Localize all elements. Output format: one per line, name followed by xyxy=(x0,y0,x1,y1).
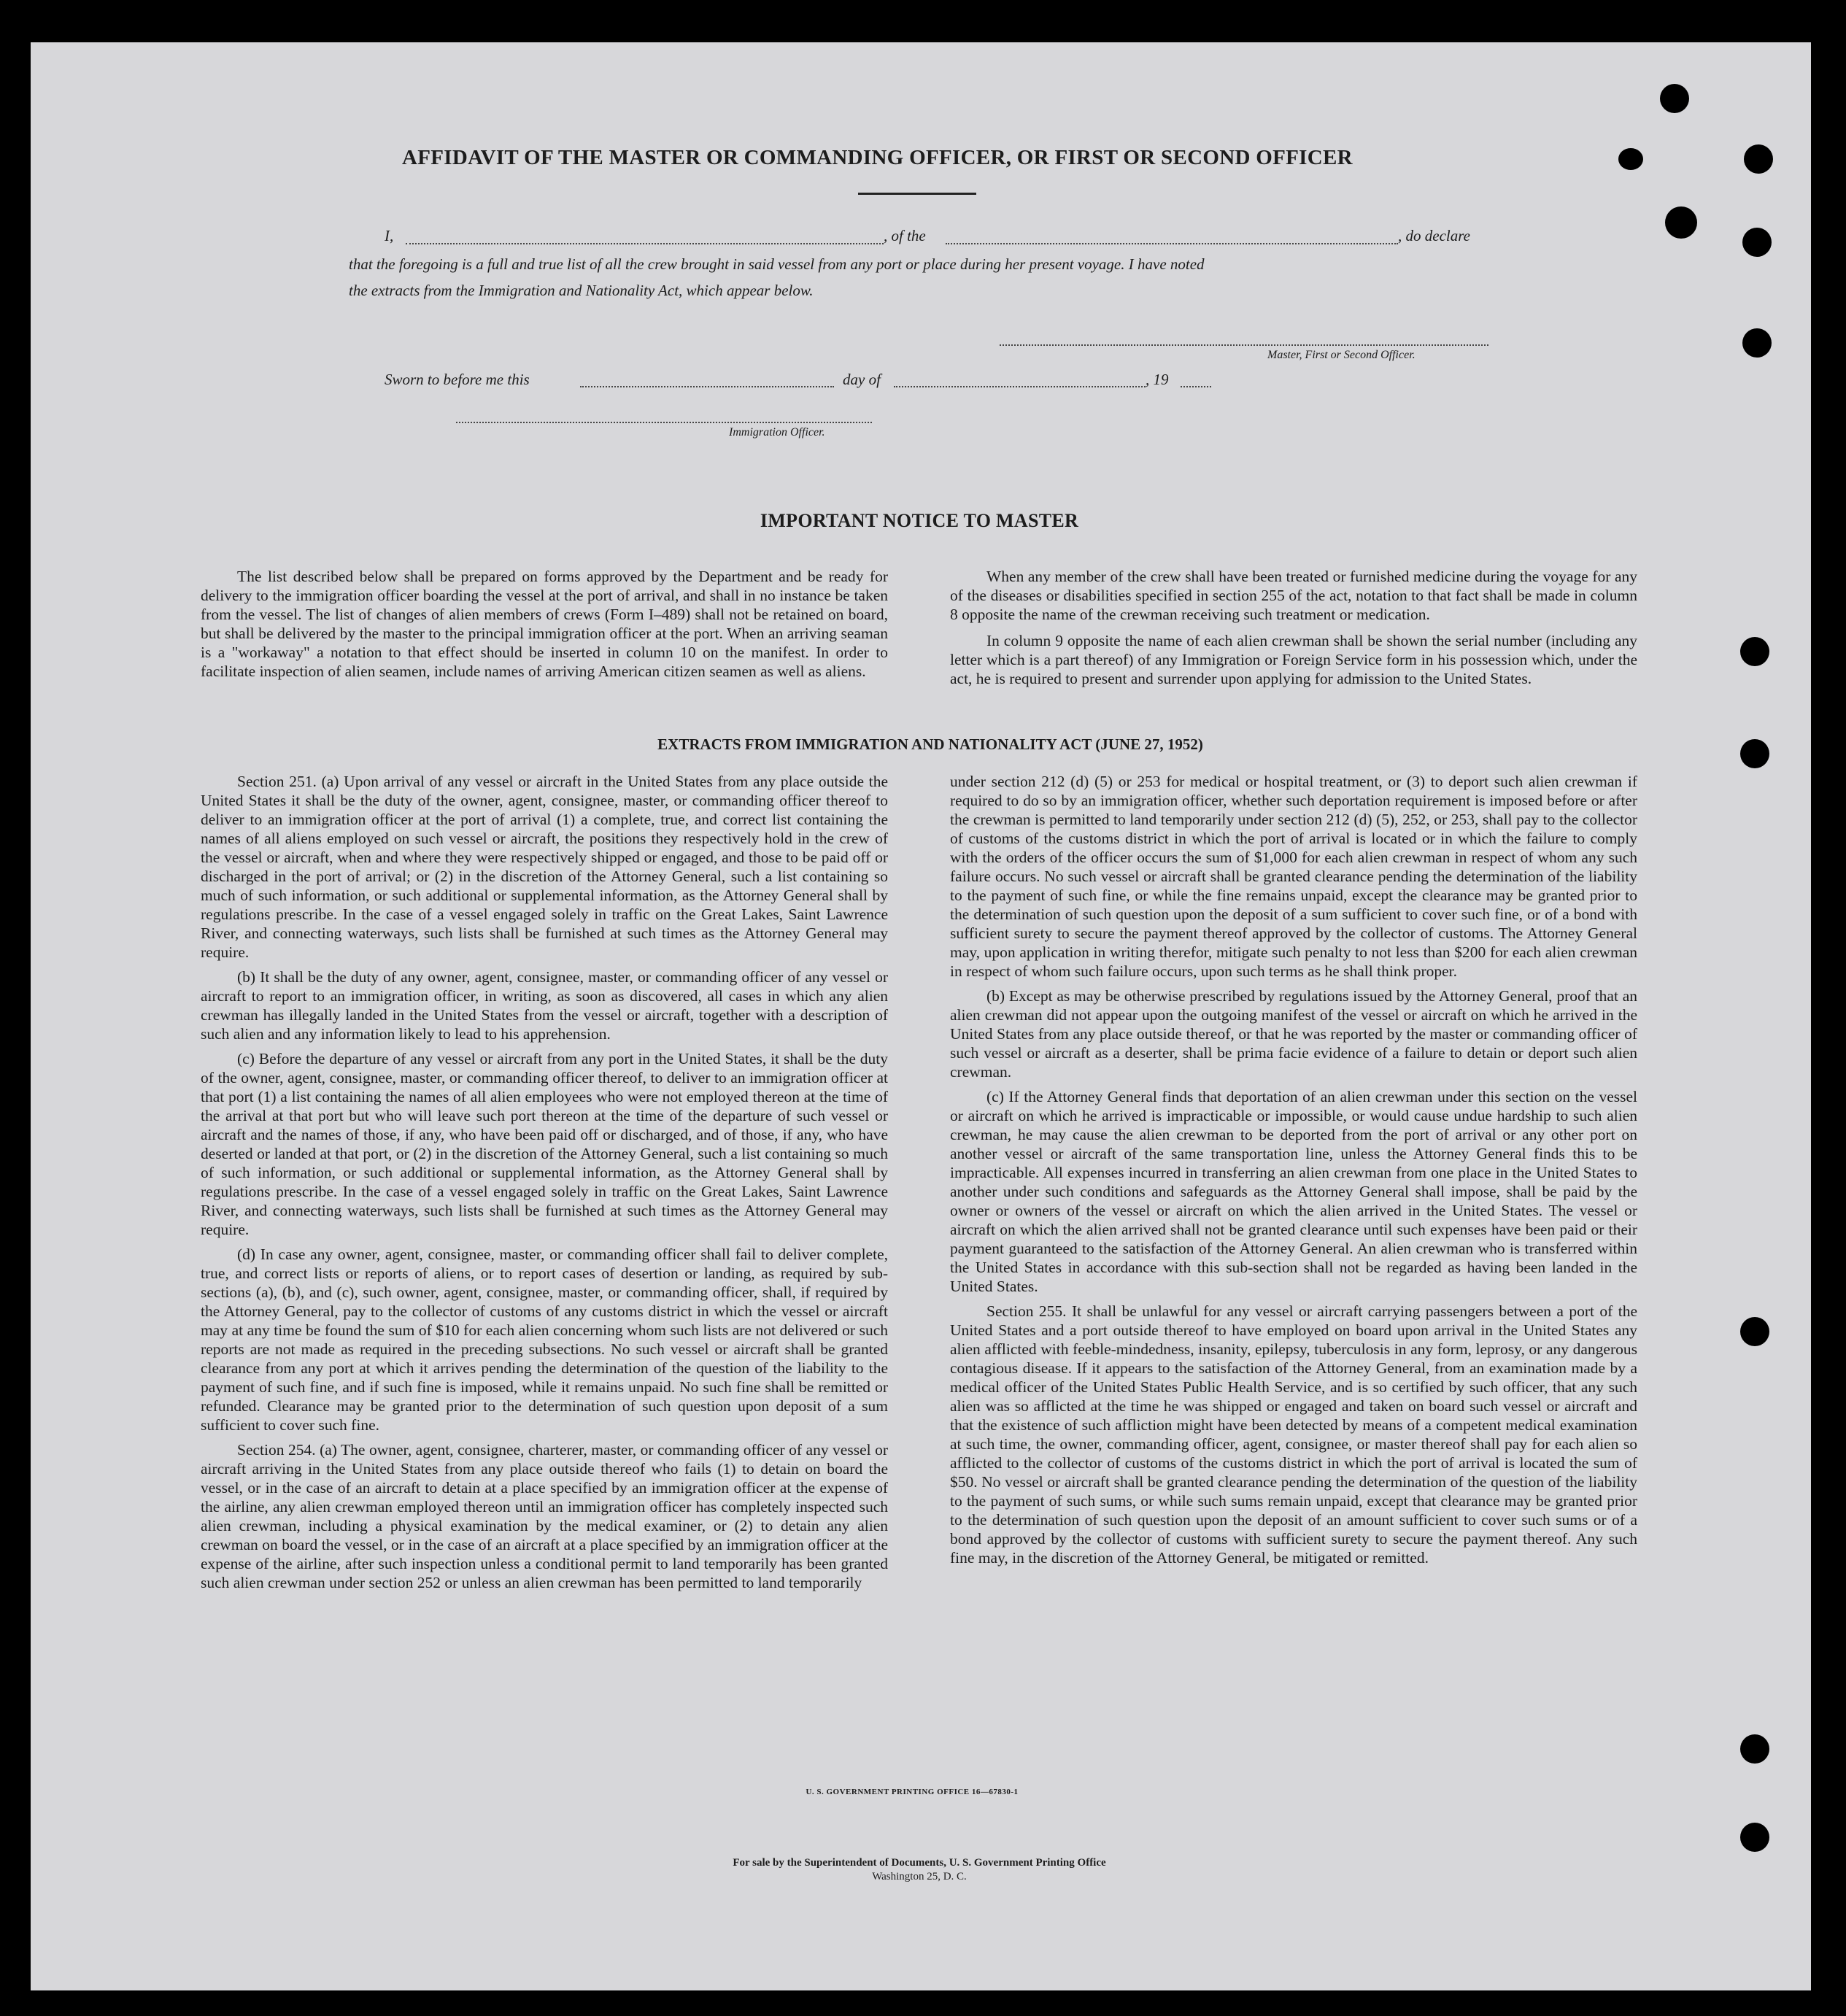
punch-hole xyxy=(1618,148,1643,170)
notice-title: IMPORTANT NOTICE TO MASTER xyxy=(760,510,1079,531)
section-254-a: Section 254. (a) The owner, agent, consignee, charterer, master, or commanding officer of any vessel or aircraft arriving in the United States from any place outside thereof who fails (1) to detain on board the vessel, or in the case of an aircraft to detain at a place specified by an immigration officer at the expense of the airline, any alien crewman employed thereon until an immigration officer has completely inspected such alien crewman, including a physical examination by the medical examiner, or (2) to detain any alien crewman on board the vessel, or in the case of an aircraft at a place specified by an immigration officer at the expense of the airline, after such inspection unless a conditional permit to land temporarily has been granted such alien crewman under section 252 or unless an alien crewman has been permitted to land temporarily xyxy=(201,1441,888,1591)
sworn-day: day of xyxy=(843,371,881,388)
declaration-line-3: the extracts from the Immigration and Nationality Act, which appear below. xyxy=(349,282,814,299)
notice-left-column xyxy=(201,567,888,681)
notice-right-paragraph-1: When any member of the crew shall have been treated or furnished medicine during the voyage for any of the diseases or disabilities specified in section 255 of the act, notation to that fact shall be made in column 8 opposite the name of the crewman receiving such treatment or medication. xyxy=(950,568,1637,623)
section-251-c: (c) Before the departure of any vessel or aircraft from any port in the United States, it shall be the duty of the owner, agent, consignee, master, or commanding officer thereof, to deliver to an immigration officer at that port (1) a list containing the names of all alien employees who were not employed thereon at the time of the arrival at that port but who will leave such port thereon at the time of the departure of such vessel or aircraft and the names of those, if any, who have been paid off or discharged, and of those, if any, who have deserted or landed at that port, or (2) in the discretion of the Attorney General, such a list containing so much of such information, or such additional or supplemental information, as the Attorney General shall by regulations prescribe. In the case of a vessel engaged solely in traffic on the Great Lakes, Saint Lawrence River, and connecting waterways, such lists shall be furnished at such times as the Attorney General may require. xyxy=(201,1050,888,1238)
extracts-title: EXTRACTS FROM IMMIGRATION AND NATIONALITY ACT (JUNE 27, 1952) xyxy=(657,735,1203,753)
punch-hole xyxy=(1665,206,1697,239)
section-254-c: (c) If the Attorney General finds that deportation of an alien crewman under this section on the vessel or aircraft on which he arrived is impracticable or impossible, or would cause undue hardship to such alien crewman, he may cause the alien crewman to be deported from the port of arrival or any other port on another vessel or aircraft of the same transportation line, unless the Attorney General finds this to be impracticable. All expenses incurred in transferring an alien crewman from one place in the United States to another under such conditions and safeguards as the Attorney General shall impose, shall be paid by the owner or owners of the vessel or aircraft on which the alien arrived in the United States. The vessel or aircraft on which the alien arrived shall not be granted clearance until such expenses have been paid or their payment guaranteed to the satisfaction of the Attorney General. An alien crewman who is transferred within the United States in accordance with this sub-section shall not be regarded as having been landed in the United States. xyxy=(950,1088,1637,1295)
sworn-date-field[interactable] xyxy=(580,386,834,387)
sale-line-2: Washington 25, D. C. xyxy=(872,1871,967,1882)
sworn-label: Sworn to before me this xyxy=(385,371,530,388)
section-254-b: (b) Except as may be otherwise prescribed by regulations issued by the Attorney General, proof that an alien crewman did not appear upon the outgoing manifest of the vessel or aircraft on which he arrived in the United States from any place outside thereof, or that he was reported by the master or commanding officer of such vessel or aircraft as a deserter, shall be prima facie evidence of a failure to detain or deport such alien crewman. xyxy=(950,987,1637,1081)
declaration-do-declare: , do declare xyxy=(1398,227,1470,244)
punch-hole xyxy=(1742,328,1772,358)
sworn-year: , 19 xyxy=(1146,371,1169,388)
sworn-month-field[interactable] xyxy=(894,386,1146,387)
section-255: Section 255. It shall be unlawful for any vessel or aircraft carrying passengers between a port of the United States and a port outside thereof to have employed on board upon arrival in the United States any alien afflicted with feeble-mindedness, insanity, epilepsy, tuberculosis in any form, leprosy, or any dangerous contagious disease. If it appears to the satisfaction of the Attorney General, from an examination made by a medical officer of the United States Public Health Service, and is so certified by such officer, that any such alien was so afflicted at the time he was shipped or engaged and taken on board such vessel or aircraft and that the existence of such affliction might have been detected by means of a competent medical examination at such time, the owner, commanding officer, agent, consignee, or master thereof shall pay for each alien so afflicted to the collector of customs of the customs district in which the port of arrival is located the sum of $50. No vessel or aircraft shall be granted clearance pending the determination of the question of the liability to the payment of such sums, or while such sums remain unpaid, except that clearance may be granted prior to the determination of such question upon the deposit of an amount sufficient to cover such sums or of a bond approved by the collector of customs with sufficient surety to secure the payment thereof. Any such fine may, in the discretion of the Attorney General, be mitigated or remitted. xyxy=(950,1302,1637,1567)
notice-right-paragraph-2: In column 9 opposite the name of each alien crewman shall be shown the serial number (including any letter which is a part thereof) of any Immigration or Foreign Service form in his possession which, under the act, he is required to present and surrender upon applying for admission to the United States. xyxy=(950,632,1637,687)
extracts-left-column xyxy=(201,772,888,1592)
printing-office-line: U. S. GOVERNMENT PRINTING OFFICE 16—67830-1 xyxy=(806,1788,1019,1796)
notice-left-paragraph: The list described below shall be prepared on forms approved by the Department and be ready for delivery to the immigration officer boarding the vessel at the port of arrival, and shall in no instance be taken from the vessel. The list of changes of alien members of crews (Form I–489) shall not be retained on board, but shall be delivered by the master to the principal immigration officer at the port. When an arriving seaman is a "workaway" a notation to that effect should be inserted in column 10 on the manifest. In order to facilitate inspection of alien seamen, include names of arriving American citizen seamen as well as aliens. xyxy=(201,568,888,680)
punch-hole xyxy=(1744,144,1773,174)
sale-line-1: For sale by the Superintendent of Documents, U. S. Government Printing Office xyxy=(733,1857,1106,1869)
punch-hole xyxy=(1740,739,1769,768)
punch-hole xyxy=(1740,637,1769,666)
declaration-i: I, xyxy=(385,227,394,244)
extracts-right-column xyxy=(950,772,1637,1567)
name-field[interactable] xyxy=(406,243,884,244)
immigration-officer-signature-field[interactable] xyxy=(456,422,872,423)
master-signature-caption: Master, First or Second Officer. xyxy=(1267,349,1416,361)
notice-right-column xyxy=(950,567,1637,688)
punch-hole xyxy=(1740,1734,1769,1764)
declaration-of-the: , of the xyxy=(884,227,926,244)
punch-hole xyxy=(1742,228,1772,257)
affidavit-title: AFFIDAVIT OF THE MASTER OR COMMANDING OFFICER, OR FIRST OR SECOND OFFICER xyxy=(402,146,1353,169)
punch-hole xyxy=(1740,1317,1769,1346)
immigration-officer-caption: Immigration Officer. xyxy=(729,426,825,439)
vessel-field[interactable] xyxy=(946,243,1398,244)
punch-hole xyxy=(1740,1823,1769,1852)
punch-hole xyxy=(1660,84,1689,113)
title-rule xyxy=(858,193,976,195)
master-signature-field[interactable] xyxy=(1000,344,1488,346)
section-254-a-continued: under section 212 (d) (5) or 253 for medical or hospital treatment, or (3) to deport such alien crewman if required to do so by an immigration officer, whether such deportation requirement is imposed before or after the crewman is permitted to land temporarily under section 212 (d) (5), 252, or 253, shall pay to the collector of customs of the customs district in which the port of arrival is located or in which the failure to comply with the orders of the officer occurs the sum of $1,000 for each alien crewman in respect of whom any such failure occurs. No such vessel or aircraft shall be granted clearance pending the determination of the liability to the payment of such fine, or while the fine remains unpaid, except the clearance may be granted prior to the determination of such question upon the deposit of a sum sufficient to cover such fine, or of a bond with sufficient surety to secure the payment thereof approved by the collector of customs. The Attorney General may, upon application in writing therefor, mitigate such penalty to not less than $200 for each alien crewman in respect of whom such failure occurs, upon such terms as he shall think proper. xyxy=(950,773,1637,980)
section-251-a: Section 251. (a) Upon arrival of any vessel or aircraft in the United States from any place outside the United States it shall be the duty of the owner, agent, consignee, master, or commanding officer thereof to deliver to an immigration officer at the port of arrival (1) a complete, true, and correct list containing the names of all aliens employed on such vessel or aircraft, the positions they respectively hold in the crew of the vessel or aircraft, when and where they were respectively shipped or engaged, and those to be paid off or discharged in the port of arrival; or (2) in the discretion of the Attorney General, such a list containing so much of such information, or such additional or supplemental information, as the Attorney General shall by regulations prescribe. In the case of a vessel engaged solely in traffic on the Great Lakes, Saint Lawrence River, and connecting waterways, such lists shall be furnished at such times as the Attorney General may require. xyxy=(201,773,888,961)
sworn-year-field[interactable] xyxy=(1181,386,1211,387)
section-251-d: (d) In case any owner, agent, consignee, master, or commanding officer shall fail to deliver complete, true, and correct lists or reports of aliens, or to report cases of desertion or landing, as required by sub-sections (a), (b), and (c), such owner, agent, consignee, master, or commanding officer, shall, if required by the Attorney General, pay to the collector of customs of any customs district in which the vessel or aircraft may at any time be found the sum of $10 for each alien concerning whom such lists are not delivered or such reports are not made as required in the preceding subsections. No such vessel or aircraft shall be granted clearance from any port at which it arrives pending the determination of the question of the liability to the payment of such fine, and if such fine is imposed, while it remains unpaid. No such fine shall be remitted or refunded. Clearance may be granted prior to the determination of such question upon deposit of a sum sufficient to cover such fine. xyxy=(201,1245,888,1434)
declaration-line-2: that the foregoing is a full and true list of all the crew brought in said vessel from any port or place during her present voyage. I have noted xyxy=(349,255,1205,273)
section-251-b: (b) It shall be the duty of any owner, agent, consignee, master, or commanding officer of any vessel or aircraft to report to an immigration officer, in writing, as soon as discovered, all cases in which any alien crewman has illegally landed in the United States from the vessel or aircraft, together with a description of such alien and any information likely to lead to his apprehension. xyxy=(201,968,888,1043)
